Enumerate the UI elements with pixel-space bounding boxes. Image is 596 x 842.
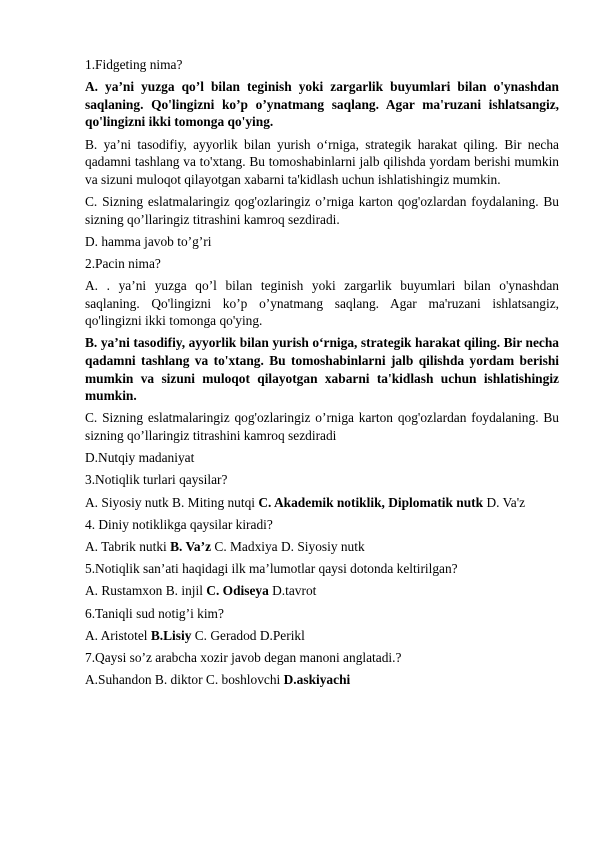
answer-6-plain-b: C. Geradod D.Perikl [191, 627, 305, 643]
answer-7-correct: D.askiyachi [283, 672, 351, 688]
answer-6-plain-a: A. Aristotel [85, 627, 151, 643]
answer-3-plain-b: D. Va'z [483, 494, 526, 510]
answer-5-plain-b: D.tavrot [268, 583, 317, 599]
answer-4-plain-b: C. Madxiya D. Siyosiy nutk [211, 538, 365, 554]
answer-2c: C. Sizning eslatmalaringiz qog'ozlaringiz o’rniga karton qog'ozlardan foydalaning. Bu sizning qo’llaringiz titrashini kamroq sezdiradi [85, 410, 559, 444]
answer-4-plain-a: A. Tabrik nutki [85, 538, 171, 554]
answer-5-plain-a: A. Rustamxon B. injil [85, 583, 207, 599]
question-4: 4. Diniy notiklikga qaysilar kiradi? [85, 516, 273, 532]
question-5: 5.Notiqlik san’ati haqidagi ilk ma’lumotlar qaysi dotonda keltirilgan? [85, 561, 458, 577]
answer-2b: B. ya’ni tasodifiy, ayyorlik bilan yurish o‘rniga, strategik harakat qiling. Bir necha qadamni tashlang va to'xtang. Bu tomoshabinlarni jalb qilishda yordam berishi mumkin va sizuni muloqot qilayotgan xabarni ta'kidlash uchun ishlatishingiz mumkin. [85, 335, 559, 404]
answer-3-correct: C. Akademik notiklik, Diplomatik nutk [258, 494, 484, 510]
question-6: 6.Taniqli sud notig’i kim? [85, 605, 224, 621]
answer-1a: A. ya’ni yuzga qo’l bilan teginish yoki zargarlik buyumlari bilan o'ynashdan saqlaning. Qo'lingizni ko’p o’ynatmang saqlang. Agar ma'ruzani ishlatsangiz, qo'lingizni ikki tomonga qo'ying. [85, 79, 559, 130]
answer-6-correct: B.Lisiy [150, 627, 192, 643]
question-7: 7.Qaysi so’z arabcha xozir javob degan manoni anglatadi.? [85, 649, 402, 665]
answer-3-plain-a: A. Siyosiy nutk B. Miting nutqi [85, 494, 259, 510]
answer-1d: D. hamma javob to’g’ri [85, 233, 212, 249]
answer-4-correct: B. Va’z [170, 538, 212, 554]
answer-2d: D.Nutqiy madaniyat [85, 450, 195, 466]
answer-2a: A. . ya’ni yuzga qo’l bilan teginish yoki zargarlik buyumlari bilan o'ynashdan saqlaning. Qo'lingizni ko’p o’ynatmang saqlang. Agar ma'ruzani ishlatsangiz, qo'lingizni ikki tomonga qo'ying. [85, 278, 559, 329]
answers-7 [85, 671, 559, 689]
question-3: 3.Notiqlik turlari qaysilar? [85, 472, 228, 488]
answers-6 [85, 627, 559, 645]
answer-5-correct: C. Odiseya [206, 583, 269, 599]
question-2: 2.Pacin nima? [85, 255, 161, 271]
answers-4 [85, 538, 559, 556]
answers-5 [85, 582, 559, 600]
answer-1b: B. ya’ni tasodifiy, ayyorlik bilan yurish o‘rniga, strategik harakat qiling. Bir necha qadamni tashlang va to'xtang. Bu tomoshabinlarni jalb qilishda yordam berishi mumkin va sizuni muloqot qilayotgan xabarni ta'kidlash uchun ishlatishingiz mumkin. [85, 136, 559, 187]
question-1: 1.Fidgeting nima? [85, 57, 183, 72]
document-page [85, 56, 559, 693]
answers-3 [85, 494, 559, 512]
answer-1c: C. Sizning eslatmalaringiz qog'ozlaringiz o’rniga karton qog'ozlardan foydalaning. Bu sizning qo’llaringiz titrashini kamroq sezdiradi. [85, 193, 559, 227]
answer-7-plain-a: A.Suhandon B. diktor C. boshlovchi [85, 672, 284, 688]
